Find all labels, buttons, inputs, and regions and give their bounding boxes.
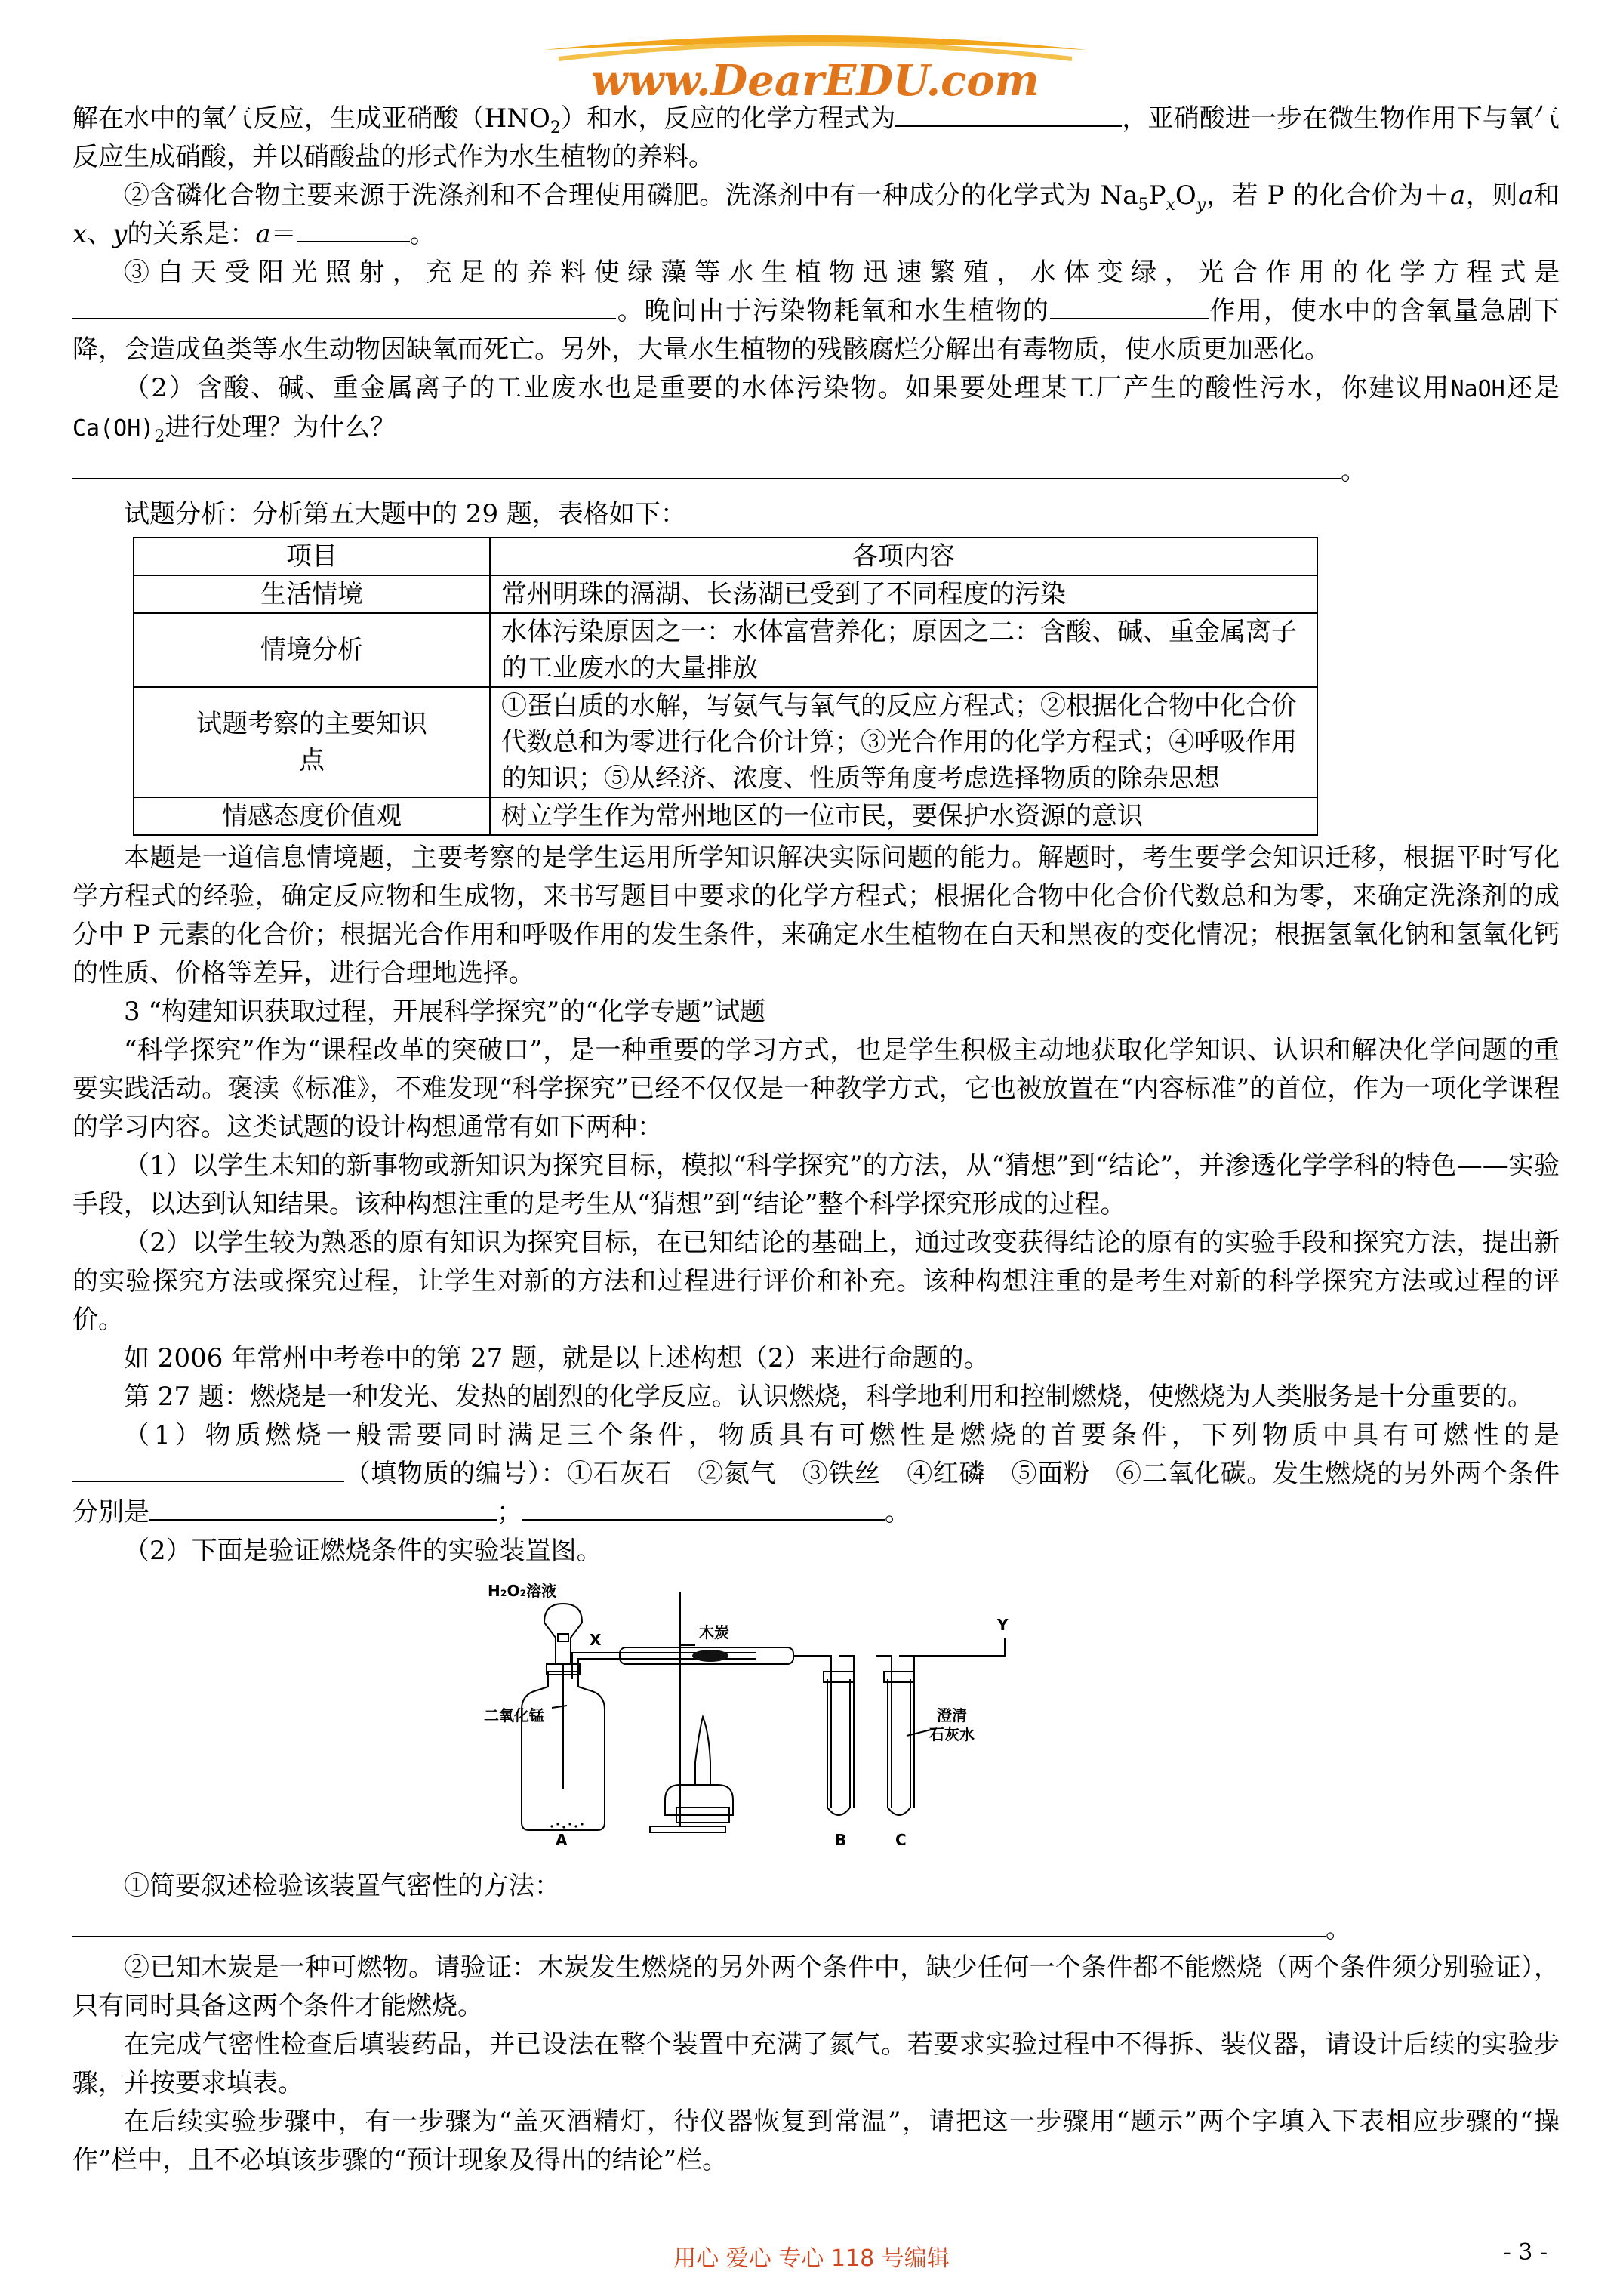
- table-cell: ①蛋白质的水解，写氨气与氧气的反应方程式；②根据化合物中化合价代数总和为零进行化合价计算；③光合作用的化学方程式；④呼吸作用的知识；⑤从经济、浓度、性质等角度考虑选择物质的除杂思想: [490, 687, 1317, 797]
- answer-blank-4[interactable]: [1050, 292, 1209, 319]
- paragraph-16: ②已知木炭是一种可燃物。请验证：木炭发生燃烧的另外两个条件中，缺少任何一个条件都不能燃烧（两个条件须分别验证），只有同时具备这两个条件才能燃烧。: [72, 1952, 1560, 2021]
- label-limewater-1: 澄清: [937, 1706, 967, 1724]
- table-cell: 情境分析: [134, 613, 490, 687]
- table-cell: 试题考察的主要知识点: [134, 687, 490, 797]
- paragraph-2: ②含磷化合物主要来源于洗涤剂和不合理使用磷肥。洗涤剂中有一种成分的化学式为 $Na_5P_xO_y$，若 P 的化合价为＋a，则a和x、y的关系是：a＝ 。: [72, 180, 1560, 249]
- logo-text: www.DearEDU.com: [591, 56, 1039, 106]
- answer-blank-3[interactable]: [72, 292, 616, 319]
- answer-line-1: 。: [72, 452, 1560, 491]
- paragraph-10: （2）以学生较为熟悉的原有知识为探究目标，在已知结论的基础上，通过改变获得结论的原有的实验手段和探究方法，提出新的实验探究方法或探究过程，让学生对新的方法和过程进行评价和补充。该种构想注重的是考生对新的科学探究方法或过程的评价。: [72, 1228, 1560, 1335]
- page-body: [72, 100, 1560, 2180]
- answer-blank-9[interactable]: [72, 1910, 1326, 1937]
- label-b: B: [835, 1831, 847, 1845]
- label-y: Y: [997, 1616, 1009, 1634]
- answer-blank-7[interactable]: [149, 1493, 497, 1521]
- table-header-cell: 项目: [134, 538, 490, 575]
- table-row: [134, 575, 1317, 613]
- paragraph-13: （1）物质燃烧一般需要同时满足三个条件，物质具有可燃性是燃烧的首要条件，下列物质中具有可燃性的是（填物质的编号）：①石灰石 ②氮气 ③铁丝 ④红磷 ⑤面粉 ⑥二氧化碳。发生燃烧的另外两个条件分别是 ； 。: [72, 1420, 1560, 1527]
- footer-credit: 用心 爱心 专心 118 号编辑: [673, 2245, 950, 2272]
- table-cell: 常州明珠的滆湖、长荡湖已受到了不同程度的污染: [490, 575, 1317, 613]
- paragraph-17: 在完成气密性检查后填装药品，并已设法在整个装置中充满了氮气。若要求实验过程中不得拆、装仪器，请设计后续的实验步骤，并按要求填表。: [72, 2029, 1560, 2098]
- section-heading-3: 3 “构建知识获取过程，开展科学探究”的“化学专题”试题: [124, 997, 765, 1027]
- label-h2o2: H₂O₂溶液: [488, 1582, 557, 1600]
- label-a: A: [556, 1831, 568, 1845]
- paragraph-3: ③白天受阳光照射，充足的养料使绿藻等水生植物迅速繁殖，水体变绿，光合作用的化学方程式是。晚间由于污染物耗氧和水生植物的 作用，使水中的含氧量急剧下降，会造成鱼类等水生动物因缺氧而死亡。另外，大量水生植物的残骸腐烂分解出有毒物质，使水质更加恶化。: [72, 257, 1560, 365]
- label-c: C: [895, 1831, 907, 1845]
- paragraph-14: （2）下面是验证燃烧条件的实验装置图。: [124, 1536, 602, 1566]
- table-cell: 水体污染原因之一：水体富营养化；原因之二：含酸、碱、重金属离子的工业废水的大量排放: [490, 613, 1317, 687]
- table-row: [134, 687, 1317, 797]
- table-cell: 树立学生作为常州地区的一位市民，要保护水资源的意识: [490, 797, 1317, 835]
- paragraph-8: “科学探究”作为“课程改革的突破口”，是一种重要的学习方式，也是学生积极主动地获取化学知识、认识和解决化学问题的重要实践活动。褒渎《标准》，不难发现“科学探究”已经不仅仅是一种教学方式，它也被放置在“内容标准”的首位，作为一项化学课程的学习内容。这类试题的设计构想通常有如下两种：: [72, 1035, 1560, 1142]
- table-header-cell: 各项内容: [490, 538, 1317, 575]
- paragraph-5: 试题分析：分析第五大题中的 29 题，表格如下：: [124, 499, 686, 529]
- label-mno2: 二氧化锰: [484, 1706, 544, 1724]
- paragraph-18: 在后续实验步骤中，有一步骤为“盖灭酒精灯，待仪器恢复到常温”，请把这一步骤用“题示”两个字填入下表相应步骤的“操作”栏中，且不必填该步骤的“预计现象及得出的结论”栏。: [72, 2106, 1560, 2175]
- paragraph-12: 第 27 题：燃烧是一种发光、发热的剧烈的化学反应。认识燃烧，科学地利用和控制燃烧，使燃烧为人类服务是十分重要的。: [124, 1382, 1533, 1412]
- paragraph-9: （1）以学生未知的新事物或新知识为探究目标，模拟“科学探究”的方法，从“猜想”到“结论”，并渗透化学学科的特色——实验手段，以达到认知结果。该种构想注重的是考生从“猜想”到“结论”整个科学探究形成的过程。: [72, 1151, 1560, 1219]
- paragraph-6: 本题是一道信息情境题，主要考察的是学生运用所学知识解决实际问题的能力。解题时，考生要学会知识迁移，根据平时写化学方程式的经验，确定反应物和生成物，来书写题目中要求的化学方程式；根据化合物中化合价代数总和为零，来确定洗涤剂的成分中 P 元素的化合价；根据光合作用和呼吸作用的发生条件，来确定水生植物在白天和黑夜的变化情况；根据氢氧化钠和氢氧化钙的性质、价格等差异，进行合理地选择。: [72, 843, 1560, 988]
- table-row: [134, 797, 1317, 835]
- table-header-row: [134, 538, 1317, 575]
- label-limewater-2: 石灰水: [929, 1725, 975, 1743]
- answer-blank-1[interactable]: [895, 100, 1122, 127]
- table-cell: 生活情境: [134, 575, 490, 613]
- answer-blank-5[interactable]: [72, 452, 1341, 479]
- page-number: - 3 -: [1503, 2239, 1548, 2266]
- paragraph-15: ①简要叙述检验该装置气密性的方法：: [124, 1871, 560, 1901]
- paragraph-1: 解在水中的氧气反应，生成亚硝酸$(HNO_2)$和水，反应的化学方程式为 ，亚硝酸进一步在微生物作用下与氧气反应生成硝酸，并以硝酸盐的形式作为水生植物的养料。: [72, 100, 1560, 177]
- answer-blank-6[interactable]: [72, 1455, 344, 1482]
- analysis-table: [133, 537, 1318, 836]
- paragraph-11: 如 2006 年常州中考卷中的第 27 题，就是以上述构想（2）来进行命题的。: [124, 1343, 990, 1373]
- answer-blank-8[interactable]: [522, 1493, 885, 1521]
- apparatus-diagram: [484, 1581, 1058, 1845]
- paragraph-4: （2）含酸、碱、重金属离子的工业废水也是重要的水体污染物。如果要处理某工厂产生的酸性污水，你建议用NaOH还是$Ca(OH)_2$进行处理？为什么？: [72, 373, 1560, 446]
- label-x: X: [590, 1631, 602, 1649]
- label-charcoal: 木炭: [699, 1623, 729, 1641]
- answer-line-2: 。: [72, 1910, 1560, 1949]
- table-row: [134, 613, 1317, 687]
- answer-blank-2[interactable]: [297, 215, 410, 242]
- table-cell: 情感态度价值观: [134, 797, 490, 835]
